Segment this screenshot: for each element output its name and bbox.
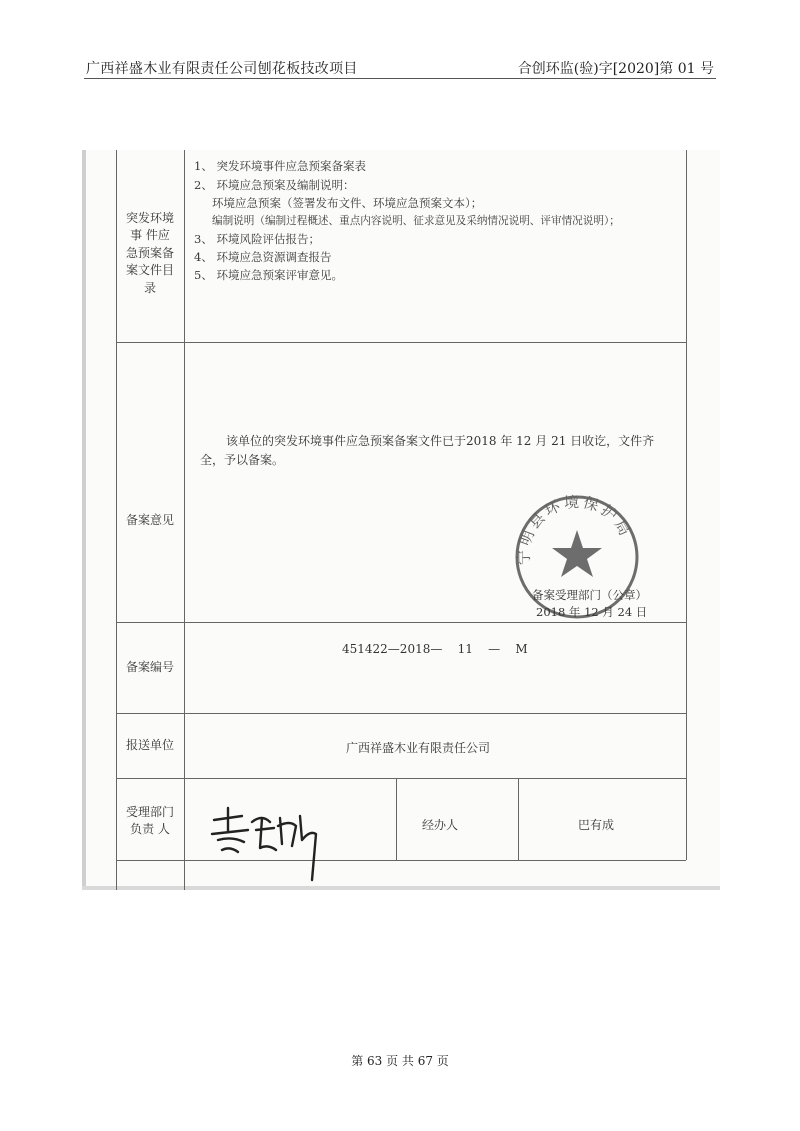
cell-divider-a: [396, 778, 397, 860]
directory-item: 环境应急预案（签署发布文件、环境应急预案文本）；: [212, 196, 483, 210]
directory-label: [118, 210, 182, 297]
opinion-text-line-2: 全，予以备案。: [200, 453, 285, 467]
stamp-caption: 备案受理部门（公章）: [532, 588, 647, 602]
handwritten-signature: [204, 800, 344, 886]
table-border-right: [686, 150, 687, 860]
stamp-date: 2018 年 12 月 24 日: [536, 605, 648, 619]
handler-name: 巴有成: [578, 818, 615, 832]
directory-label-line: 录: [143, 280, 156, 295]
directory-label-line: 突发环境: [125, 211, 174, 225]
directory-item: 1、 突发环境事件应急预案备案表: [194, 159, 366, 173]
responsible-label-line: 受理部门: [125, 805, 174, 819]
responsible-label-line: 负责 人: [130, 822, 170, 837]
star-icon: [552, 530, 602, 577]
document-header-title: 广西祥盛木业有限责任公司刨花板技改项目: [86, 61, 358, 77]
responsible-label: [118, 804, 182, 839]
directory-label-line: 案文件目: [125, 263, 174, 278]
opinion-text-line-1: 该单位的突发环境事件应急预案备案文件已于2018 年 12 月 21 日收讫，文件齐: [226, 434, 655, 448]
directory-label-line: 事 件应: [130, 228, 170, 243]
scan-edge-left: [82, 150, 86, 890]
handler-label: 经办人: [422, 818, 459, 832]
row-divider-4: [116, 778, 686, 779]
directory-item: 3、 环境风险评估报告；: [194, 232, 320, 246]
directory-item: 2、 环境应急预案及编制说明：: [194, 178, 355, 192]
submitting-unit-value: 广西祥盛木业有限责任公司: [346, 741, 491, 755]
row-divider-1: [116, 342, 686, 343]
header-divider: [84, 78, 716, 79]
page-number: 第 63 页 共 67 页: [351, 1054, 449, 1068]
row-divider-3: [116, 713, 686, 714]
record-number-label: 备案编号: [125, 660, 174, 674]
directory-label-line: 急预案备: [125, 245, 174, 260]
document-header-number: 合创环监(验)字[2020]第 01 号: [517, 61, 714, 77]
scan-edge-bottom: [82, 886, 720, 890]
record-number-value: 451422—2018— 11 — M: [342, 642, 528, 656]
submitting-unit-label: 报送单位: [125, 738, 174, 752]
directory-item: 4、 环境应急资源调查报告: [194, 250, 332, 264]
cell-divider-b: [518, 778, 519, 860]
table-border-bottom: [116, 860, 686, 861]
seal-text: 宁明县环境保护局: [514, 492, 636, 566]
table-border-left: [116, 150, 117, 890]
row-divider-2: [116, 622, 686, 623]
directory-item: 5、 环境应急预案评审意见。: [194, 268, 343, 282]
directory-item: 编制说明（编制过程概述、重点内容说明、征求意见及采纳情况说明、评审情况说明）；: [212, 215, 620, 227]
table-column-divider: [184, 150, 185, 890]
opinion-label: 备案意见: [125, 513, 174, 527]
